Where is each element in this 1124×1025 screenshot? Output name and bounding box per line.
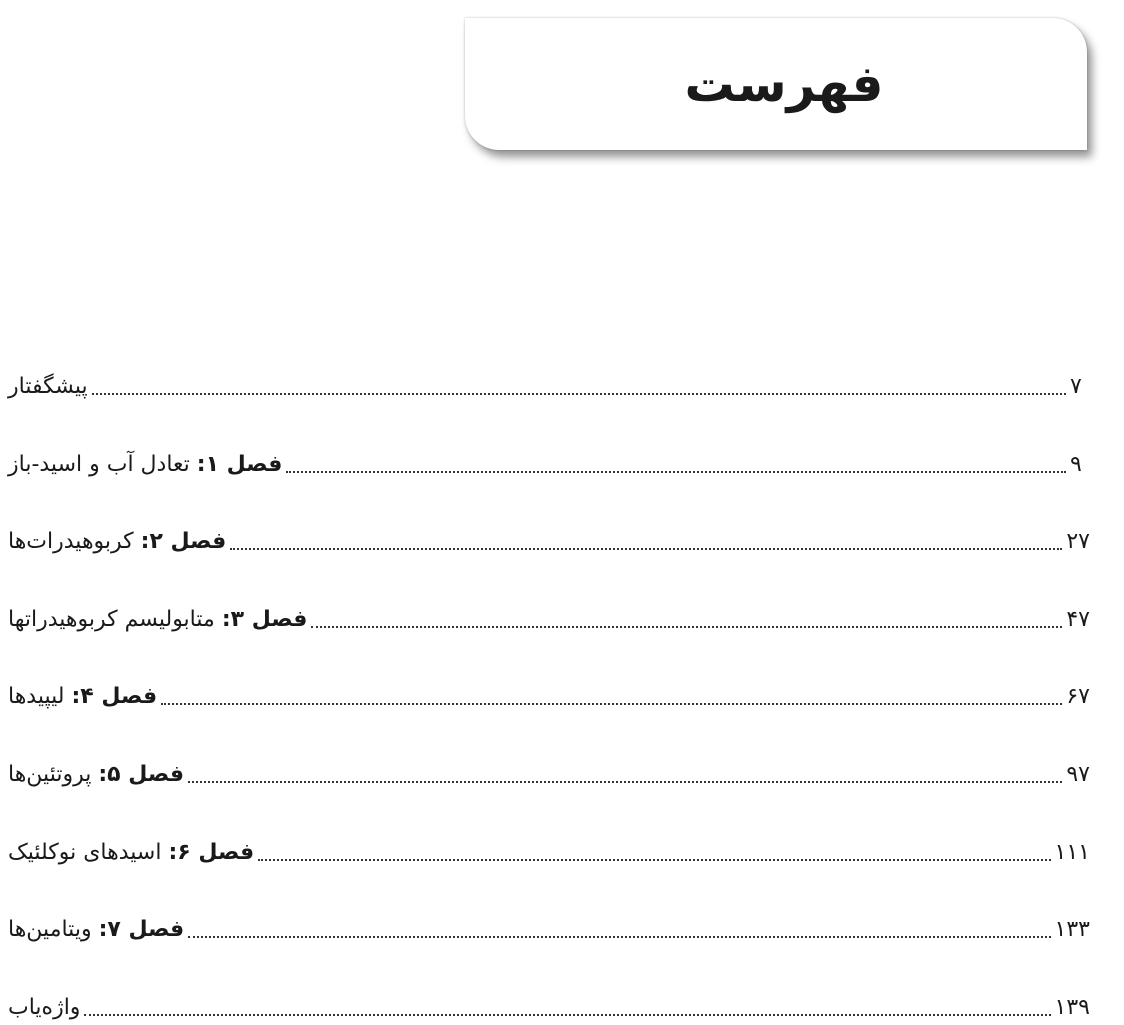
chapter-number: فصل ۳: bbox=[221, 606, 308, 632]
dot-leader bbox=[258, 859, 1050, 861]
toc-entry-chapter-2[interactable] bbox=[8, 507, 1090, 559]
toc-entry-title: متابولیسم کربوهیدراتها bbox=[8, 606, 222, 632]
toc-entry-label bbox=[8, 686, 157, 714]
toc-entry-glossary[interactable] bbox=[8, 973, 1090, 1025]
toc-entry-title: تعادل آب و اسید-باز bbox=[8, 451, 197, 477]
table-of-contents bbox=[8, 352, 1090, 1025]
page-title: فهرست bbox=[684, 55, 884, 113]
chapter-number: فصل ۴: bbox=[71, 684, 158, 710]
dot-leader bbox=[161, 703, 1062, 705]
dot-leader bbox=[188, 781, 1062, 783]
dot-leader bbox=[188, 936, 1050, 938]
toc-entry-title: پیشگفتار bbox=[8, 374, 88, 399]
chapter-number: فصل ۲: bbox=[140, 529, 227, 555]
toc-entry-label bbox=[8, 994, 81, 1025]
toc-entry-preface[interactable] bbox=[8, 352, 1090, 404]
toc-page-number: ۴۷ bbox=[1066, 606, 1090, 632]
toc-entry-chapter-3[interactable] bbox=[8, 585, 1090, 637]
dot-leader bbox=[311, 626, 1062, 628]
toc-entry-title: ویتامین‌ها bbox=[8, 917, 99, 943]
toc-entry-title: اسیدهای نوکلئیک bbox=[8, 839, 169, 865]
toc-page-number: ۲۷ bbox=[1066, 529, 1090, 555]
chapter-number: فصل ۶: bbox=[168, 839, 255, 865]
title-box bbox=[465, 18, 1087, 150]
toc-entry-chapter-6[interactable] bbox=[8, 818, 1090, 870]
toc-entry-label bbox=[8, 919, 184, 947]
toc-page-number: ۱۱۱ bbox=[1054, 839, 1090, 865]
toc-entry-title: کربوهیدرات‌ها bbox=[8, 529, 141, 555]
dot-leader bbox=[286, 471, 1066, 473]
toc-page-number: ۱۳۹ bbox=[1054, 994, 1090, 1020]
toc-entry-chapter-5[interactable] bbox=[8, 740, 1090, 792]
dot-leader bbox=[230, 548, 1062, 550]
toc-page-number: ۱۳۳ bbox=[1054, 917, 1090, 943]
toc-entry-label bbox=[8, 451, 283, 482]
dot-leader bbox=[92, 393, 1066, 395]
toc-entry-label bbox=[8, 376, 88, 404]
chapter-number: فصل ۵: bbox=[98, 761, 184, 787]
dot-leader bbox=[84, 1014, 1050, 1016]
chapter-number: فصل ۷: bbox=[98, 917, 185, 943]
toc-entry-title: پروتئین‌ها bbox=[8, 761, 99, 787]
toc-entry-label bbox=[8, 531, 226, 559]
toc-page-number: ۹۷ bbox=[1066, 761, 1090, 787]
toc-entry-label bbox=[8, 606, 308, 637]
toc-page-number: ۹ bbox=[1070, 451, 1082, 477]
toc-page-number: ۶۷ bbox=[1066, 684, 1090, 710]
chapter-number: فصل ۱: bbox=[196, 451, 283, 477]
toc-entry-chapter-7[interactable] bbox=[8, 895, 1090, 947]
toc-entry-chapter-4[interactable] bbox=[8, 662, 1090, 714]
toc-entry-label bbox=[8, 761, 184, 792]
toc-entry-title: واژه‌یاب bbox=[8, 994, 81, 1020]
toc-page-number: ۷ bbox=[1070, 374, 1082, 399]
toc-entry-chapter-1[interactable] bbox=[8, 430, 1090, 482]
toc-entry-label bbox=[8, 839, 255, 870]
toc-entry-title: لیپیدها bbox=[8, 684, 72, 710]
